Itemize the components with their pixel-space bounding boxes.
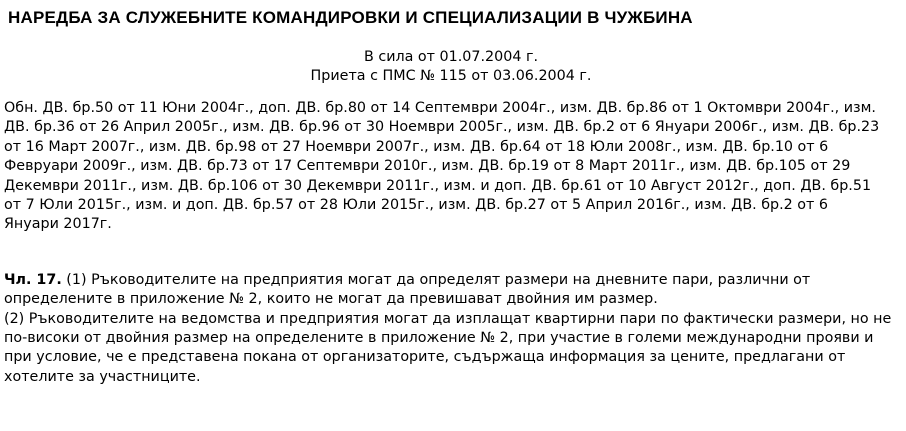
- document-title: НАРЕДБА ЗА СЛУЖЕБНИТЕ КОМАНДИРОВКИ И СПЕЦИАЛИЗАЦИИ В ЧУЖБИНА: [8, 8, 693, 27]
- article-paragraph-2: (2) Ръководителите на ведомства и предприятия могат да изплащат квартирни пари по фактически размери, но не по-високи от двойния размер на определените в приложение № 2, при участие в големи международни прояви и при условие, че е представена покана от организаторите, съдържаща информация за цените, предлагани от хотелите за участниците.: [4, 310, 892, 385]
- article-paragraph-1: [4, 271, 896, 310]
- adoption-info: Приета с ПМС № 115 от 03.06.2004 г.: [310, 68, 592, 84]
- article-17: [4, 271, 896, 387]
- article-number: Чл. 17.: [4, 271, 62, 288]
- in-force-date: В сила от 01.07.2004 г.: [363, 49, 539, 65]
- amendments-history: Обн. ДВ. бр.50 от 11 Юни 2004г., доп. ДВ. бр.80 от 14 Септември 2004г., изм. ДВ. бр.86 от 1 Октомври 2004г., изм. ДВ. бр.36 от 26 Април 2005г., изм. ДВ. бр.96 от 30 Ноември 2005г., изм. ДВ. бр.2 от 6 Януари 2006г., изм. ДВ. бр.23 от 16 Март 2007г., изм. ДВ. бр.98 от 27 Ноември 2007г., изм. ДВ. бр.64 от 18 Юли 2008г., изм. ДВ. бр.10 от 6 Февруари 2009г., изм. ДВ. бр.73 от 17 Септември 2010г., изм. ДВ. бр.19 от 8 Март 2011г., изм. ДВ. бр.105 от 29 Декември 2011г., изм. ДВ. бр.106 от 30 Декември 2011г., изм. и доп. ДВ. бр.61 от 10 Август 2012г., доп. ДВ. бр.51 от 7 Юли 2015г., изм. и доп. ДВ. бр.57 от 28 Юли 2015г., изм. ДВ. бр.27 от 5 Април 2016г., изм. ДВ. бр.2 от 6 Януари 2017г.: [4, 100, 880, 233]
- article-paragraph-1-text: (1) Ръководителите на предприятия могат да определят размери на дневните пари, различни от определените в приложение № 2, които не могат да превишават двойния им размер.: [4, 271, 811, 308]
- document-meta: [4, 48, 898, 86]
